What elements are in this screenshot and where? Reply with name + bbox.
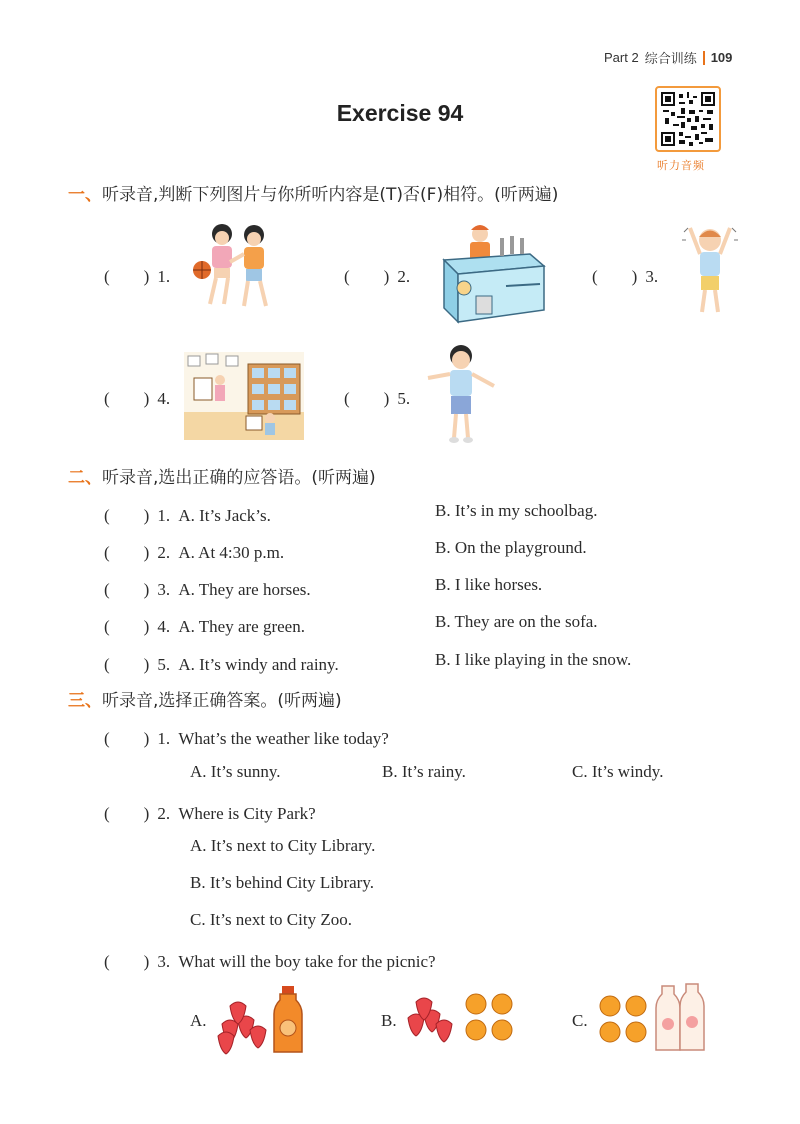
answer-bracket[interactable]: ( ) bbox=[344, 267, 390, 286]
s2-item-2 bbox=[104, 538, 284, 563]
item-number: 1. bbox=[157, 729, 171, 748]
s1-item-2 bbox=[344, 262, 410, 287]
page-title: Exercise 94 bbox=[336, 100, 464, 126]
item-number: 1. bbox=[157, 506, 171, 525]
option-a: A. They are green. bbox=[178, 617, 305, 636]
s2-item-1 bbox=[104, 501, 271, 526]
header-divider bbox=[703, 51, 705, 65]
answer-bracket[interactable]: ( ) bbox=[592, 267, 638, 286]
answer-bracket[interactable]: ( ) bbox=[104, 655, 150, 674]
item-number: 3. bbox=[157, 580, 171, 599]
answer-bracket[interactable]: ( ) bbox=[104, 617, 150, 636]
s1-item-4 bbox=[104, 384, 170, 409]
item-number: 2. bbox=[157, 543, 171, 562]
section1-heading bbox=[68, 180, 558, 205]
s1-item-3 bbox=[592, 262, 658, 287]
section2-heading bbox=[68, 463, 376, 488]
section3-number: 三、 bbox=[68, 691, 102, 711]
option-b: B. On the playground. bbox=[435, 538, 587, 557]
option-b: B. It’s rainy. bbox=[382, 762, 466, 781]
oranges-and-milk-drinks-picture[interactable] bbox=[596, 982, 714, 1054]
option-b: B. They are on the sofa. bbox=[435, 612, 598, 631]
boy-jumping-picture bbox=[680, 224, 742, 320]
answer-bracket[interactable]: ( ) bbox=[104, 543, 150, 562]
answer-bracket[interactable]: ( ) bbox=[104, 804, 150, 823]
answer-bracket[interactable]: ( ) bbox=[104, 267, 150, 286]
option-b: B. It’s behind City Library. bbox=[190, 873, 374, 892]
strawberries-and-orange-juice-picture[interactable] bbox=[214, 984, 314, 1056]
item-number: 4. bbox=[157, 617, 171, 636]
qr-code-icon[interactable] bbox=[655, 86, 721, 152]
man-at-machine-picture bbox=[440, 220, 546, 326]
section3-instruction: 听录音,选择正确答案。(听两遍) bbox=[102, 691, 342, 711]
s2-item-5 bbox=[104, 650, 339, 675]
question-text: What will the boy take for the picnic? bbox=[178, 952, 436, 971]
section1-number: 一、 bbox=[68, 185, 102, 205]
s2-item-3 bbox=[104, 575, 311, 600]
option-a: A. It’s Jack’s. bbox=[178, 506, 271, 525]
option-a-label: A. bbox=[190, 1011, 207, 1030]
option-a: A. They are horses. bbox=[178, 580, 311, 599]
answer-bracket[interactable]: ( ) bbox=[104, 729, 150, 748]
option-b-label: B. bbox=[381, 1011, 397, 1030]
s1-item-1 bbox=[104, 262, 170, 287]
section2-number: 二、 bbox=[68, 468, 102, 488]
item-number: 5. bbox=[397, 389, 411, 408]
boy-arms-out-picture bbox=[424, 342, 498, 444]
answer-bracket[interactable]: ( ) bbox=[104, 952, 150, 971]
section1-instruction: 听录音,判断下列图片与你所听内容是(T)否(F)相符。(听两遍) bbox=[102, 185, 559, 205]
item-number: 2. bbox=[397, 267, 411, 286]
item-number: 5. bbox=[157, 655, 171, 674]
option-c-label: C. bbox=[572, 1011, 588, 1030]
s1-item-5 bbox=[344, 384, 410, 409]
strawberries-and-oranges-picture[interactable] bbox=[406, 992, 524, 1046]
option-b: B. It’s in my schoolbag. bbox=[435, 501, 598, 520]
option-a: A. At 4:30 p.m. bbox=[178, 543, 285, 562]
answer-bracket[interactable]: ( ) bbox=[104, 506, 150, 525]
section3-heading bbox=[68, 686, 342, 711]
item-number: 2. bbox=[157, 804, 171, 823]
option-a: A. It’s windy and rainy. bbox=[178, 655, 339, 674]
art-classroom-picture bbox=[184, 352, 304, 440]
s3-question-3 bbox=[104, 947, 436, 972]
option-b: B. I like horses. bbox=[435, 575, 543, 594]
option-b: B. I like playing in the snow. bbox=[435, 650, 632, 669]
answer-bracket[interactable]: ( ) bbox=[104, 389, 150, 408]
question-text: What’s the weather like today? bbox=[178, 729, 389, 748]
item-number: 4. bbox=[157, 389, 171, 408]
option-a: A. It’s sunny. bbox=[190, 762, 281, 781]
item-number: 3. bbox=[645, 267, 659, 286]
part-label: Part 2 bbox=[604, 50, 639, 65]
children-playing-basketball-picture bbox=[184, 222, 284, 314]
running-head bbox=[604, 48, 732, 67]
option-c: C. It’s windy. bbox=[572, 762, 664, 781]
page-number: 109 bbox=[710, 50, 733, 65]
option-c: C. It’s next to City Zoo. bbox=[190, 910, 352, 929]
answer-bracket[interactable]: ( ) bbox=[104, 580, 150, 599]
qr-caption: 听力音频 bbox=[657, 159, 705, 172]
question-text: Where is City Park? bbox=[178, 804, 316, 823]
answer-bracket[interactable]: ( ) bbox=[344, 389, 390, 408]
s3-question-1 bbox=[104, 724, 389, 749]
section2-instruction: 听录音,选出正确的应答语。(听两遍) bbox=[102, 468, 376, 488]
section-label: 综合训练 bbox=[644, 52, 697, 67]
item-number: 3. bbox=[157, 952, 171, 971]
item-number: 1. bbox=[157, 267, 171, 286]
option-a: A. It’s next to City Library. bbox=[190, 836, 376, 855]
s2-item-4 bbox=[104, 612, 305, 637]
s3-question-2 bbox=[104, 799, 316, 824]
